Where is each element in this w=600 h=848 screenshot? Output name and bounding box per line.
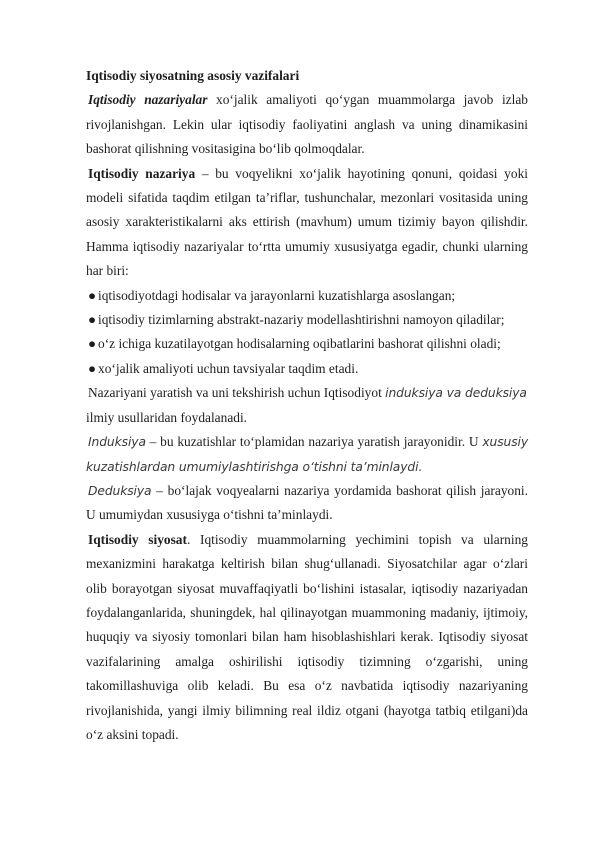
paragraph-text: – bu voqyelikni xo‘jalik hayotining qonuni, qoidasi yoki modeli sifatida taqdim etilgan ta’riflar, tushunchalar, mezonlari vositasida uning asosiy xarakteristikalarni aks ettirish (mavhum) umum tizimiy bayon qilishdir. Hamma iqtisodiy nazariyalar to‘rtta umumiy xususiyatga egadir, chunki ularning har biri: [86,165,528,279]
paragraph-economic-theory [86,162,528,284]
list-item [86,308,528,332]
methods-italic: induksiya va deduksiya [385,386,527,401]
paragraph-methods [86,381,528,430]
induction-italic: xususiy kuzatishlardan umumiylashtirishga o‘tishni ta’minlaydi. [86,435,528,474]
paragraph-economic-policy [86,528,528,748]
paragraph-text: xo‘jalik amaliyoti qo‘ygan muammolarga javob izlab rivojlanishgan. Lekin ular iqtisodiy faoliyatini anglash va uning dinamikasini bashorat qilishning vositasigina bo‘lib qolmoqdalar. [86,92,528,157]
bullet-icon: ● [88,312,97,328]
list-item-text: iqtisodiyotdagi hodisalar va jarayonlarni kuzatishlarga asoslangan; [98,287,456,303]
list-item-text: o‘z ichiga kuzatilayotgan hodisalarning oqibatlarini bashorat qilishni oladi; [98,336,501,352]
term-economic-theory: Iqtisodiy nazariya [88,165,196,181]
bullet-icon: ● [88,336,97,352]
term-induction: Induksiya [88,435,146,450]
paragraph-deduction [86,479,528,528]
bullet-icon: ● [88,360,97,376]
term-economic-theories: Iqtisodiy nazariyalar [88,92,208,108]
list-item [86,357,528,381]
section-heading: Iqtisodiy siyosatning asosiy vazifalari [86,68,300,83]
paragraph-text: Nazariyani yaratish va uni tekshirish uchun Iqtisodiyot [88,385,386,401]
paragraph-economic-theories [86,88,528,161]
paragraph-text: – bu kuzatishlar to‘plamidan nazariya yaratish jarayonidir. U [145,434,483,450]
paragraph-induction [86,430,528,479]
bullet-icon: ● [88,287,97,303]
list-item-text: xo‘jalik amaliyoti uchun tavsiyalar taqdim etadi. [98,360,359,376]
document-body [86,64,528,747]
list-item [86,332,528,356]
paragraph-text: . Iqtisodiy muammolarning yechimini topish va ularning mexanizmini harakatga keltirish bilan shug‘ullanadi. Siyosatchilar agar o‘zlari olib borayotgan siyosat muvaffaqiyatli bo‘lishini istasalar, iqtisodiy nazariyadan foydalanganlarida, shuningdek, hal qilinayotgan muammoning madaniy, ijtimoiy, huquqiy va siyosiy tomonlari bilan ham hisoblashishlari kerak. Iqtisodiy siyosat vazifalarining amalga oshirilishi iqtisodiy tizimning o‘zgarishi, uning takomillashuviga olib keladi. Bu esa o‘z navbatida iqtisodiy nazariyaning rivojlanishida, yangi ilmiy bilimning real ildiz otgani (hayotga tatbiq etilgani)da o‘z aksini topadi. [86,531,528,742]
term-economic-policy: Iqtisodiy siyosat [88,531,187,547]
paragraph-text: – bo‘lajak voqyealarni nazariya yordamida bashorat qilish jarayoni. U umumiydan xususiyga o‘tishni ta’minlaydi. [86,482,528,523]
properties-list [86,284,528,382]
paragraph-text-tail: ilmiy usullaridan foydalanadi. [86,409,248,425]
term-deduction: Deduksiya [88,483,152,498]
list-item-text: iqtisodiy tizimlarning abstrakt-nazariy modellashtirishni namoyon qiladilar; [98,312,505,328]
list-item [86,284,528,308]
